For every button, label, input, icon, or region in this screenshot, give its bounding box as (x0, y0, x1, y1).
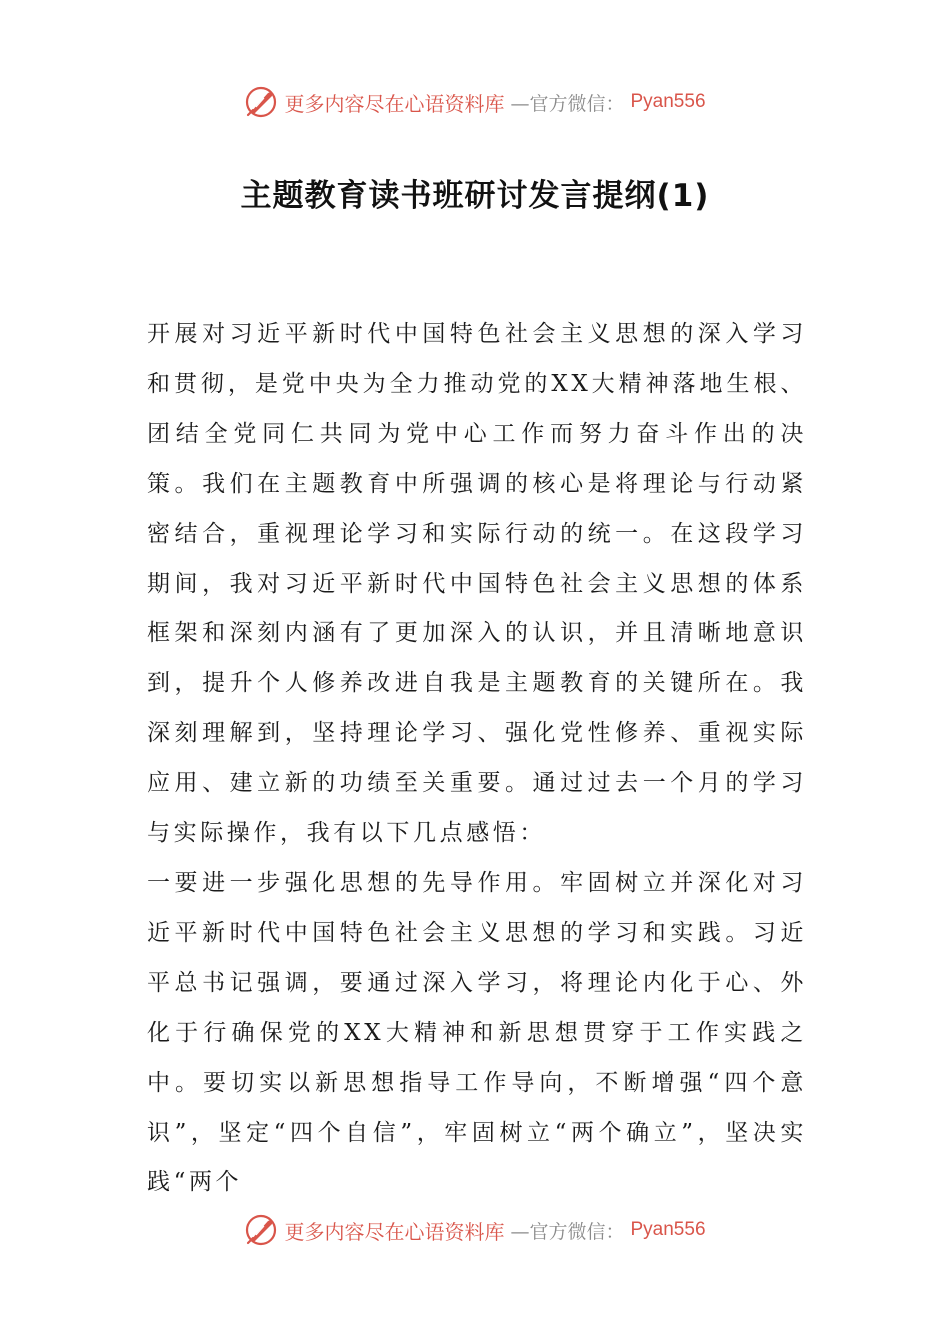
document-title: 主题教育读书班研讨发言提纲(1) (240, 178, 710, 214)
watermark-official-label: —官方微信： (510, 92, 625, 115)
watermark-main-text: 更多内容尽在心语资料库 (284, 91, 505, 116)
quill-logo-icon (244, 1213, 278, 1247)
paragraph-point-one: 一要进一步强化思想的先导作用。牢固树立并深化对习近平新时代中国特色社会主义思想的学习和实践。习近平总书记强调，要通过深入学习，将理论内化于心、外化于行确保党的XX大精神和新思想贯穿于工作实践之中。要切实以新思想指导工作导向，不断增强“四个意识”，坚定“四个自信”，牢固树立“两个确立”，坚决实践“两个 (147, 869, 807, 1196)
watermark-official-label: —官方微信： (510, 1220, 625, 1243)
document-body (147, 310, 807, 1208)
watermark-main-text: 更多内容尽在心语资料库 (284, 1219, 505, 1244)
watermark-header (0, 82, 950, 122)
watermark-wechat-id: Pyan556 (630, 1219, 706, 1240)
watermark-footer (0, 1210, 950, 1250)
quill-logo-icon (244, 85, 278, 119)
watermark-wechat-id: Pyan556 (630, 91, 706, 112)
paragraph-intro: 开展对习近平新时代中国特色社会主义思想的深入学习和贯彻，是党中央为全力推动党的XX大精神落地生根、团结全党同仁共同为党中心工作而努力奋斗作出的决策。我们在主题教育中所强调的核心是将理论与行动紧密结合，重视理论学习和实际行动的统一。在这段学习期间，我对习近平新时代中国特色社会主义思想的体系框架和深刻内涵有了更加深入的认识，并且清晰地意识到，提升个人修养改进自我是主题教育的关键所在。我深刻理解到，坚持理论学习、强化党性修养、重视实际应用、建立新的功绩至关重要。通过过去一个月的学习与实际操作，我有以下几点感悟： (147, 321, 807, 847)
